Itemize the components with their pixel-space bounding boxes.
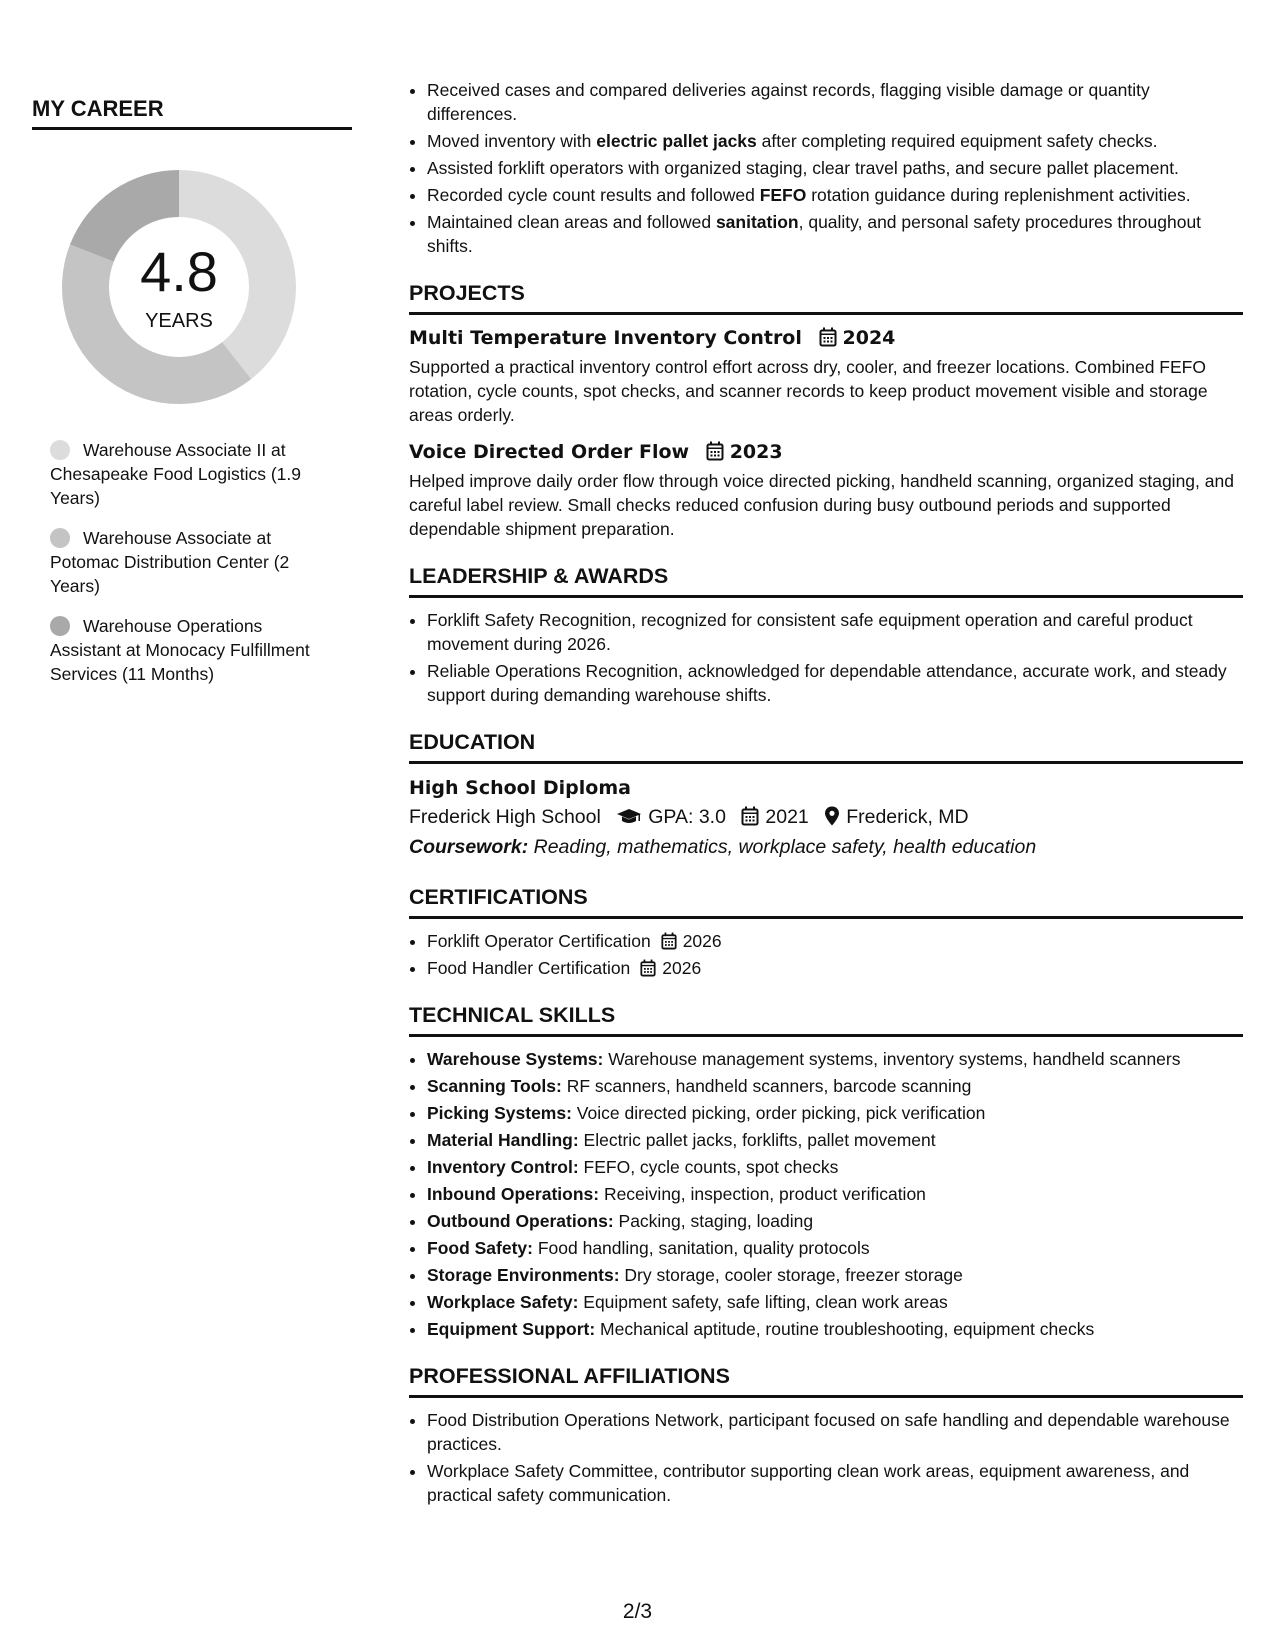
project-name: Voice Directed Order Flow — [409, 441, 690, 463]
skills-heading: TECHNICAL SKILLS — [409, 1002, 1243, 1037]
skill-value: Warehouse management systems, inventory systems, handheld scanners — [603, 1049, 1181, 1069]
career-donut-chart — [54, 162, 304, 412]
education-gpa: GPA: 3.0 — [648, 806, 726, 828]
certification-name: Food Handler Certification — [427, 958, 631, 978]
leadership-item: • Reliable Operations Recognition, acknowledged for dependable attendance, accurate work, and steady support during demanding warehouse shifts. — [427, 659, 1243, 707]
skill-item — [427, 1182, 1243, 1206]
coursework-label: Coursework: — [409, 836, 529, 858]
project-title-line — [409, 439, 1243, 465]
certification-year: 2026 — [662, 958, 702, 978]
projects-heading: PROJECTS — [409, 280, 1243, 315]
bullet-text: Maintained clean areas and followed — [427, 212, 716, 232]
project-description: Helped improve daily order flow through voice directed picking, handheld scanning, organized staging, and careful label review. Small checks reduced confusion during busy outbound periods and supported dependable shipment preparation. — [409, 471, 1234, 539]
skill-label: Outbound Operations: — [427, 1211, 614, 1231]
legend-dot — [50, 440, 70, 460]
location-pin-icon — [824, 806, 840, 826]
skill-item — [427, 1155, 1243, 1179]
career-legend-label: Warehouse Operations Assistant at Monocacy Fulfillment Services (11 Months) — [50, 616, 310, 684]
calendar-icon — [741, 806, 759, 826]
bullet-text: , quality, and personal safety procedures throughout shifts. — [427, 212, 1202, 256]
calendar-icon — [819, 327, 837, 347]
legend-dot — [50, 616, 70, 636]
skill-value: Dry storage, cooler storage, freezer storage — [619, 1265, 963, 1285]
experience-bullets — [409, 78, 1243, 258]
project-title-line — [409, 325, 1243, 351]
certifications-list — [409, 929, 1243, 980]
skill-value: Receiving, inspection, product verification — [599, 1184, 926, 1204]
experience-bullet — [427, 156, 1243, 180]
career-legend-item — [50, 526, 330, 598]
experience-bullet — [427, 210, 1243, 258]
leadership-list — [409, 608, 1243, 707]
skill-label: Scanning Tools: — [427, 1076, 562, 1096]
project-year: 2024 — [842, 327, 896, 349]
coursework-value: Reading, mathematics, workplace safety, health education — [528, 836, 1037, 858]
affiliations-list — [409, 1408, 1243, 1507]
skill-label: Equipment Support: — [427, 1319, 596, 1339]
bullet-text: Received cases and compared deliveries against records, flagging visible damage or quantity differences. — [427, 80, 1150, 124]
career-total-value: 4.8 — [140, 240, 218, 303]
bullet-text: Recorded cycle count results and followed — [427, 185, 760, 205]
career-sidebar — [32, 96, 352, 702]
career-legend-label: Warehouse Associate at Potomac Distribution Center (2 Years) — [50, 528, 290, 596]
main-column — [409, 78, 1243, 1510]
skill-label: Picking Systems: — [427, 1103, 572, 1123]
education-details — [409, 802, 1243, 832]
education-degree: High School Diploma — [409, 777, 631, 799]
skill-item — [427, 1290, 1243, 1314]
skill-value: FEFO, cycle counts, spot checks — [578, 1157, 839, 1177]
bullet-text: Moved inventory with — [427, 131, 597, 151]
bullet-bold: FEFO — [759, 185, 807, 205]
skill-item — [427, 1263, 1243, 1287]
affiliation-item: • Food Distribution Operations Network, participant focused on safe handling and dependable warehouse practices. — [427, 1408, 1243, 1456]
skill-label: Storage Environments: — [427, 1265, 620, 1285]
skill-item — [427, 1101, 1243, 1125]
skill-label: Inbound Operations: — [427, 1184, 600, 1204]
skill-item — [427, 1209, 1243, 1233]
skill-item — [427, 1047, 1243, 1071]
project-description: Supported a practical inventory control effort across dry, cooler, and freezer locations. Combined FEFO rotation, cycle counts, spot checks, and scanner records to keep product movement visible and storage areas orderly. — [409, 357, 1208, 425]
skill-value: Equipment safety, safe lifting, clean work areas — [578, 1292, 948, 1312]
calendar-icon — [661, 932, 677, 950]
page-number: 2/3 — [622, 1600, 653, 1623]
education-coursework — [409, 832, 1243, 862]
legend-dot — [50, 528, 70, 548]
skill-item — [427, 1317, 1243, 1341]
certification-item — [427, 956, 1243, 980]
bullet-text: after completing required equipment safety checks. — [756, 131, 1158, 151]
calendar-icon — [640, 959, 656, 977]
experience-bullet — [427, 183, 1243, 207]
bullet-text: rotation guidance during replenishment activities. — [806, 185, 1191, 205]
skill-value: Food handling, sanitation, quality protocols — [532, 1238, 870, 1258]
skill-label: Inventory Control: — [427, 1157, 579, 1177]
leadership-heading: LEADERSHIP & AWARDS — [409, 563, 1243, 598]
leadership-item: • Forklift Safety Recognition, recognized for consistent safe equipment operation and careful product movement during 2026. — [427, 608, 1243, 656]
skill-item — [427, 1236, 1243, 1260]
career-legend-item — [50, 438, 330, 510]
certification-item — [427, 929, 1243, 953]
career-legend-item — [50, 614, 330, 686]
project-item — [409, 439, 1243, 541]
skill-label: Workplace Safety: — [427, 1292, 579, 1312]
career-total-unit: YEARS — [145, 310, 213, 332]
experience-bullet — [427, 129, 1243, 153]
skill-item — [427, 1128, 1243, 1152]
skill-value: Electric pallet jacks, forklifts, pallet movement — [578, 1130, 936, 1150]
skill-label: Warehouse Systems: — [427, 1049, 604, 1069]
skill-label: Food Safety: — [427, 1238, 533, 1258]
career-legend-label: Warehouse Associate II at Chesapeake Food Logistics (1.9 Years) — [50, 440, 301, 508]
affiliation-item: • Workplace Safety Committee, contributor supporting clean work areas, equipment awareness, and practical safety communication. — [427, 1459, 1243, 1507]
skill-value: RF scanners, handheld scanners, barcode scanning — [561, 1076, 972, 1096]
career-heading: MY CAREER — [32, 96, 352, 130]
graduation-cap-icon — [616, 808, 642, 826]
bullet-bold: sanitation — [715, 212, 799, 232]
affiliations-heading: PROFESSIONAL AFFILIATIONS — [409, 1363, 1243, 1398]
bullet-text: Assisted forklift operators with organized staging, clear travel paths, and secure pallet placement. — [427, 158, 1179, 178]
career-legend — [50, 438, 352, 686]
project-item — [409, 325, 1243, 427]
skill-value: Voice directed picking, order picking, pick verification — [571, 1103, 986, 1123]
skill-value: Mechanical aptitude, routine troubleshooting, equipment checks — [595, 1319, 1095, 1339]
certification-year: 2026 — [682, 931, 722, 951]
project-name: Multi Temperature Inventory Control — [409, 327, 802, 349]
bullet-bold: electric pallet jacks — [596, 131, 757, 151]
certification-name: Forklift Operator Certification — [427, 931, 651, 951]
education-school: Frederick High School — [409, 806, 601, 828]
education-location: Frederick, MD — [846, 806, 969, 828]
skill-label: Material Handling: — [427, 1130, 579, 1150]
education-year: 2021 — [765, 806, 809, 828]
skill-item — [427, 1074, 1243, 1098]
skill-value: Packing, staging, loading — [613, 1211, 814, 1231]
experience-bullet — [427, 78, 1243, 126]
project-year: 2023 — [729, 441, 783, 463]
certifications-heading: CERTIFICATIONS — [409, 884, 1243, 919]
calendar-icon — [706, 441, 724, 461]
education-heading: EDUCATION — [409, 729, 1243, 764]
skills-list — [409, 1047, 1243, 1341]
